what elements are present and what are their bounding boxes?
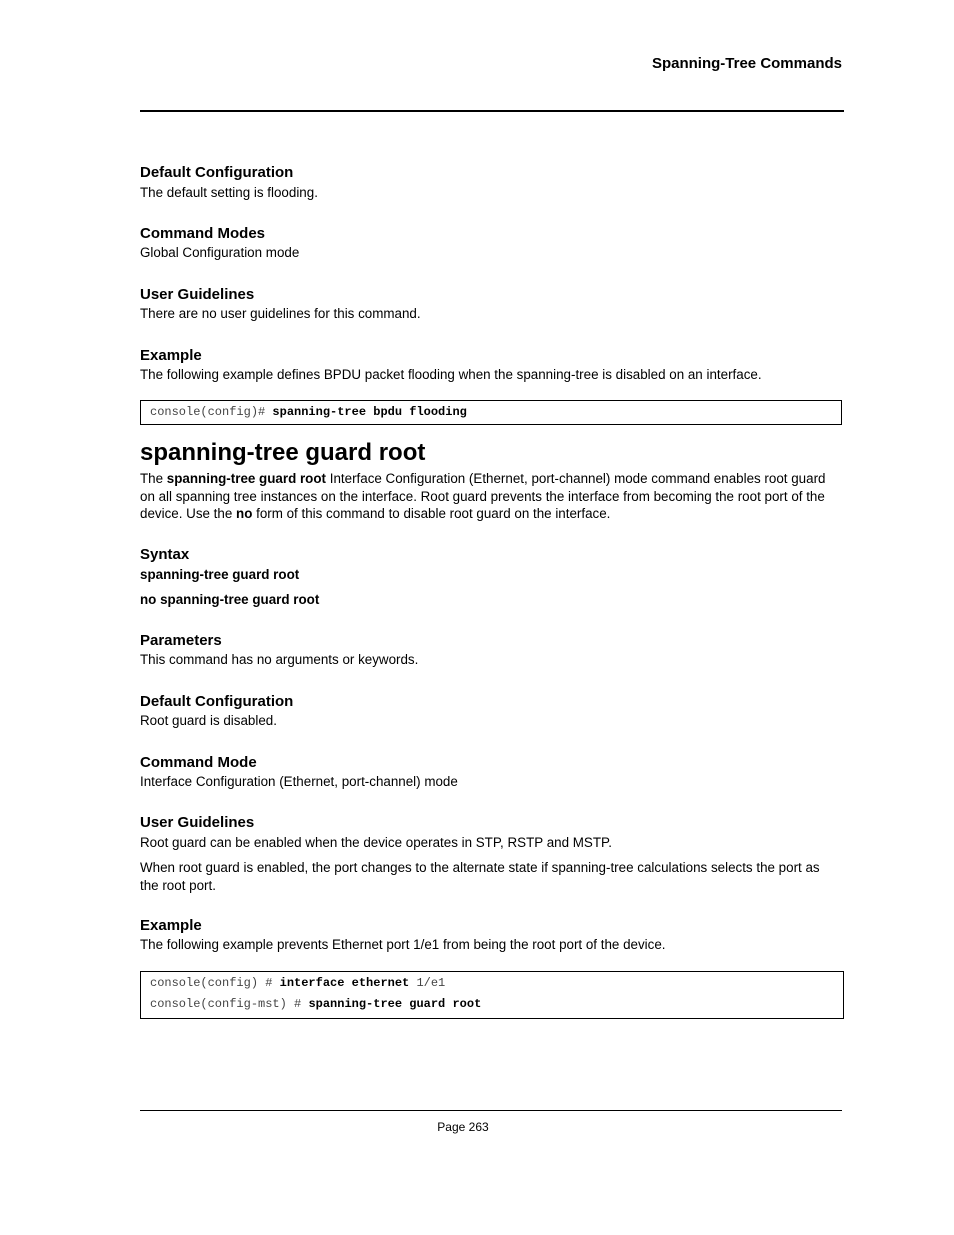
code-block <box>140 400 842 425</box>
code-line-2: console(config-mst) # spanning-tree guard root <box>150 997 482 1011</box>
example-heading-2: Example <box>140 917 202 934</box>
example-heading: Example <box>140 347 202 364</box>
user-guidelines-text-2: When root guard is enabled, the port changes to the alternate state if spanning-tree calculations selects the port as the root port. <box>140 860 820 893</box>
code-block-2 <box>140 971 844 1019</box>
footer-rule <box>140 1110 842 1111</box>
user-guidelines-text: There are no user guidelines for this command. <box>140 306 421 321</box>
parameters-heading: Parameters <box>140 632 222 649</box>
running-header: Spanning-Tree Commands <box>651 55 842 72</box>
code-prompt: console(config)# <box>150 405 273 419</box>
command-modes-text: Global Configuration mode <box>140 245 300 260</box>
syntax-line-1: spanning-tree guard root <box>140 567 300 582</box>
parameters-text: This command has no arguments or keywords. <box>140 652 419 667</box>
command-mode-heading: Command Mode <box>140 754 257 771</box>
default-config-heading: Default Configuration <box>140 164 294 181</box>
command-intro: The spanning-tree guard root Interface Configuration (Ethernet, port-channel) mode command enables root guard on all spanning tree instances on the interface. Root guard prevents the interface from becoming the root port of the device. Use the no form of this command to disable root guard on the interface. <box>140 471 826 521</box>
command-mode-text: Interface Configuration (Ethernet, port-channel) mode <box>140 774 458 789</box>
default-config-heading-2: Default Configuration <box>140 693 294 710</box>
syntax-line-2: no spanning-tree guard root <box>140 592 320 607</box>
code-line <box>150 401 841 422</box>
example-text-2: The following example prevents Ethernet port 1/e1 from being the root port of the device. <box>140 937 666 952</box>
command-modes-heading: Command Modes <box>140 225 266 242</box>
default-config-text: The default setting is flooding. <box>140 185 318 200</box>
header-rule <box>140 110 844 112</box>
syntax-heading: Syntax <box>140 546 190 563</box>
user-guidelines-heading: User Guidelines <box>140 286 255 303</box>
code-command: spanning-tree bpdu flooding <box>272 405 467 419</box>
user-guidelines-text-1: Root guard can be enabled when the device operates in STP, RSTP and MSTP. <box>140 835 612 850</box>
command-title: spanning-tree guard root <box>140 439 426 466</box>
user-guidelines-heading-2: User Guidelines <box>140 814 255 831</box>
code-line-1: console(config) # interface ethernet 1/e1 <box>150 976 446 990</box>
example-text: The following example defines BPDU packet flooding when the spanning-tree is disabled on an interface. <box>140 367 762 382</box>
default-config-text-2: Root guard is disabled. <box>140 713 277 728</box>
page-number: Page 263 <box>437 1120 489 1134</box>
